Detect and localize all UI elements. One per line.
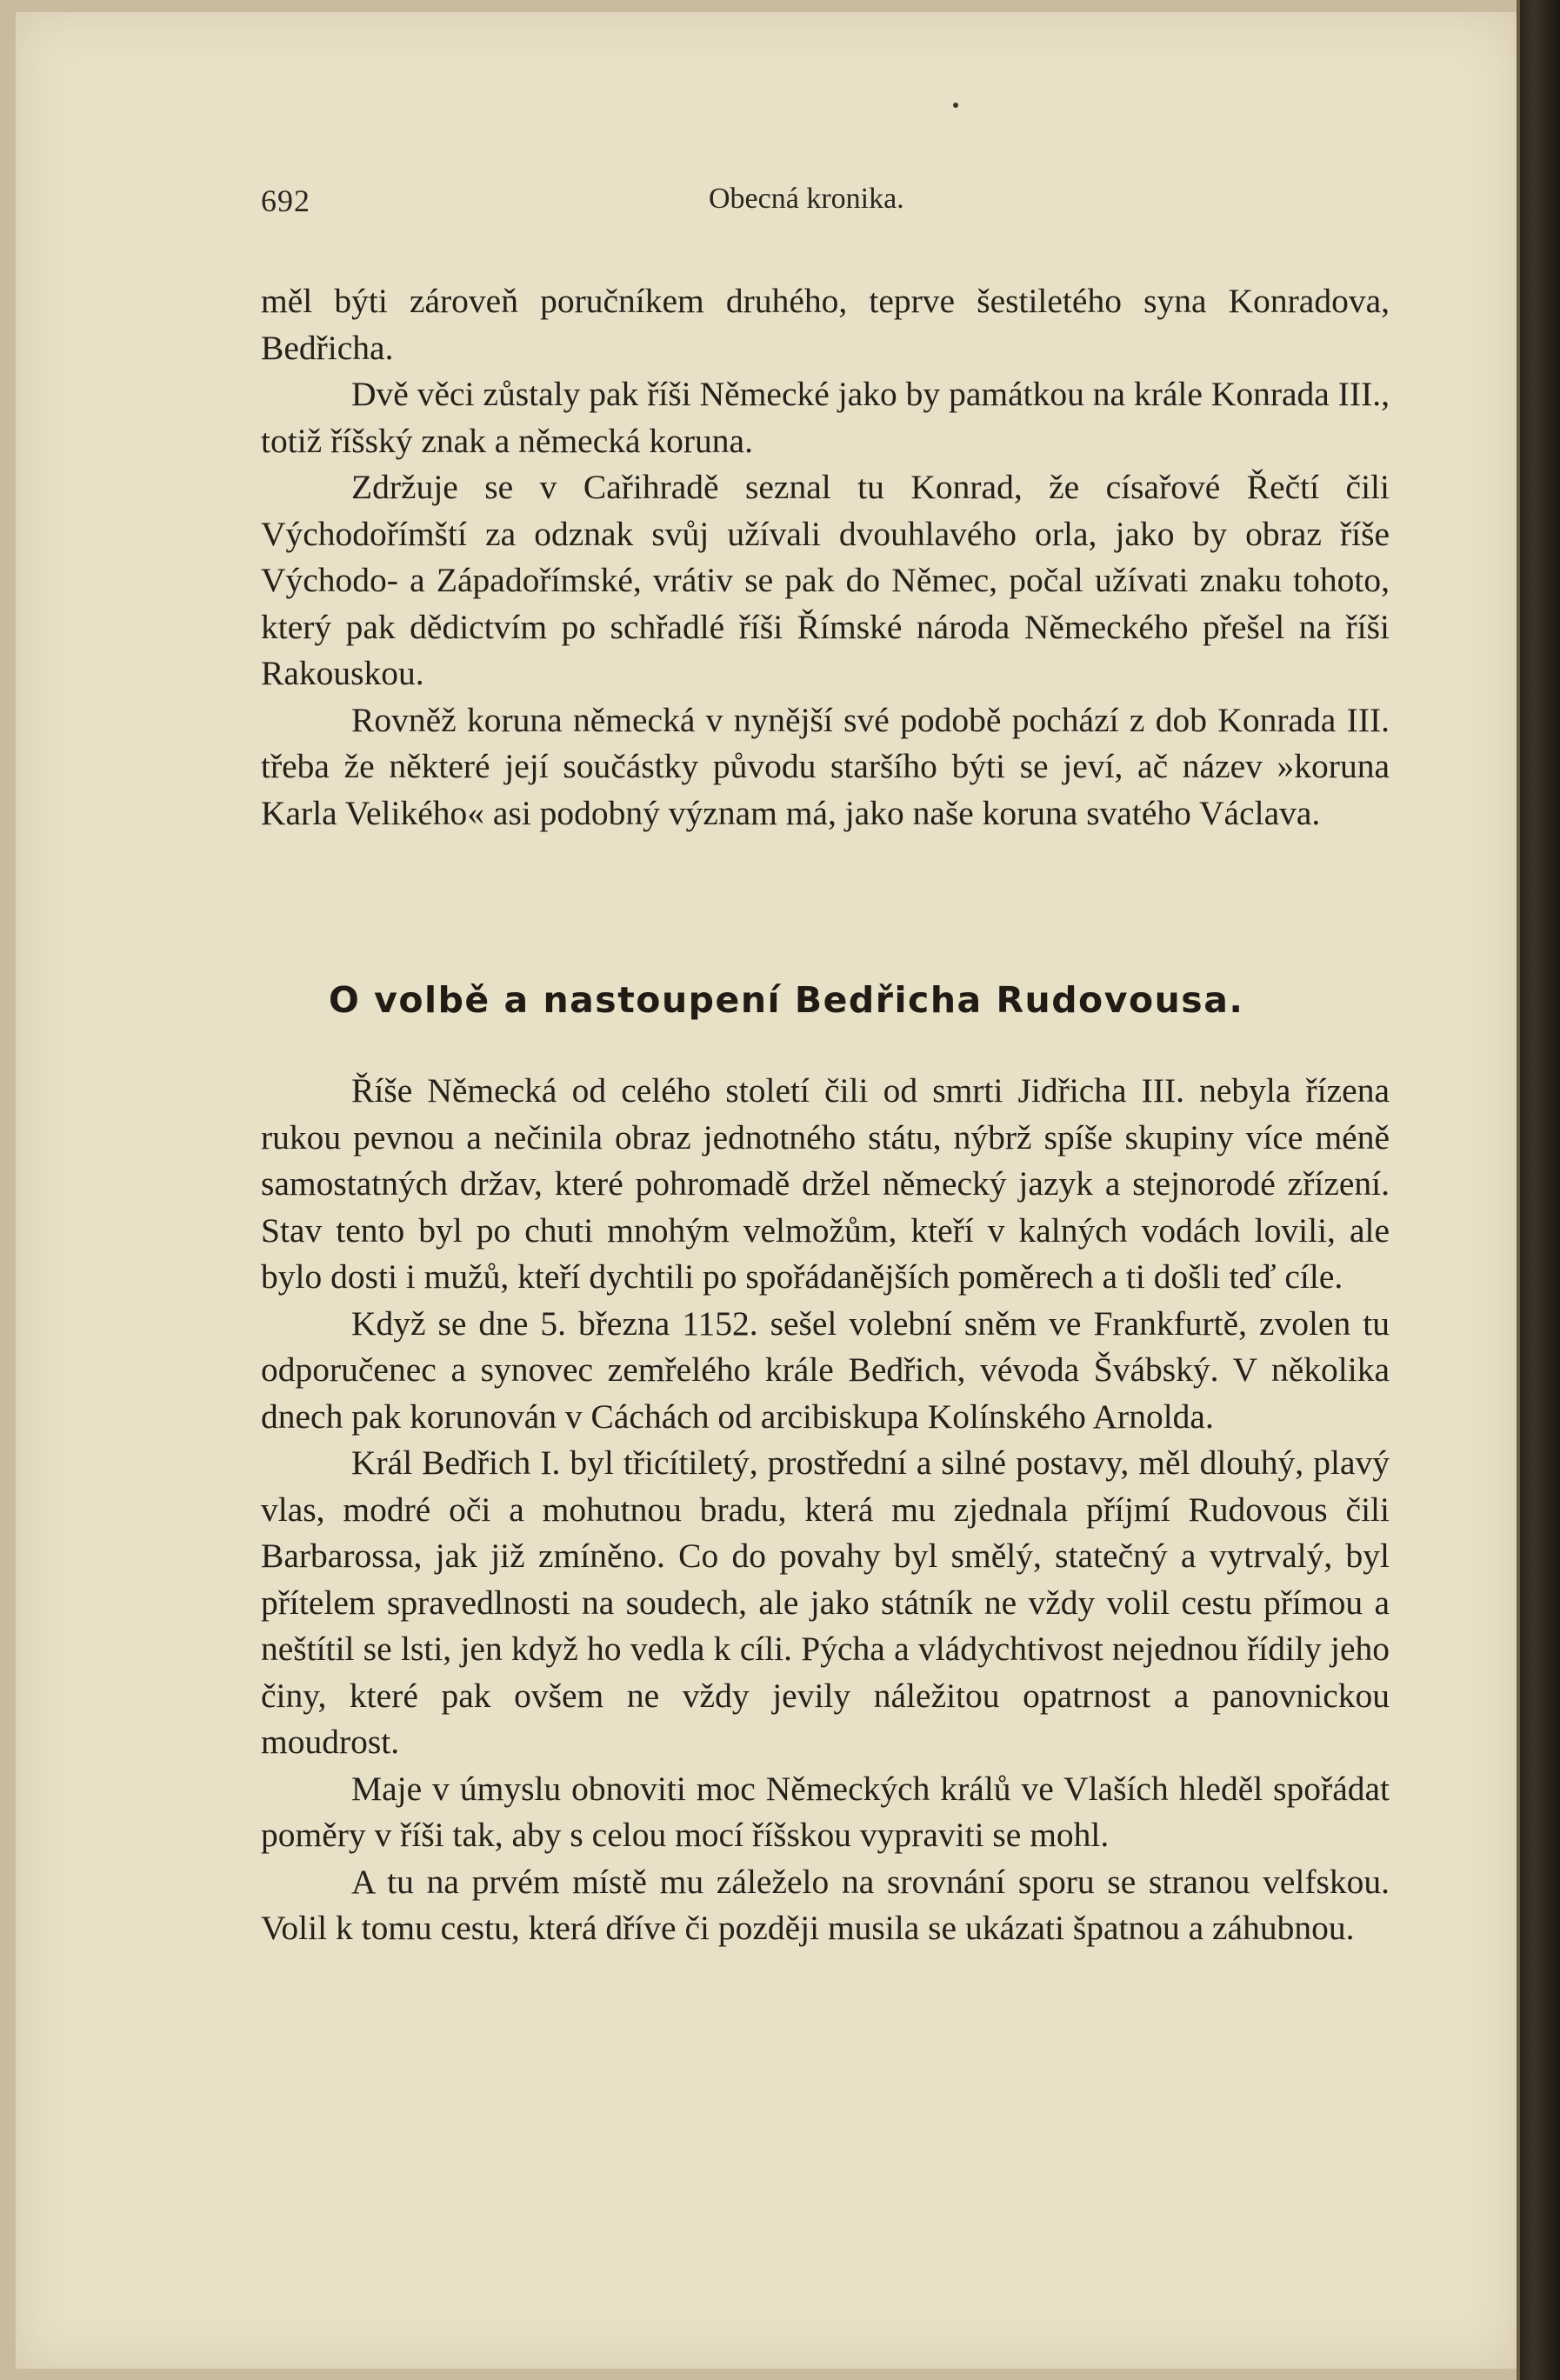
book-spine: [1520, 0, 1560, 2380]
running-title: Obecná kronika.: [709, 183, 904, 215]
paragraph: Když se dne 5. března 1152. sešel volební sněm ve Frankfurtě, zvolen tu odporučenec a synovec zemřelého krále Bedřich, vévoda Švábský. V několika dnech pak korunován v Cáchách od arcibiskupa Kolínského Arnolda.: [261, 1303, 1390, 1436]
page-number: 692: [261, 183, 310, 218]
paragraph: A tu na prvém místě mu záleželo na srovnání sporu se stranou velfskou. Volil k tomu cestu, která dříve či později musila se ukázati špatnou a záhubnou.: [261, 1862, 1390, 1947]
paragraph: Zdržuje se v Cařihradě seznal tu Konrad, že císařové Řečtí čili Východořímští za odznak svůj užívali dvouhlavého orla, jako by obraz říše Východo- a Západořímské, vrátiv se pak do Němec, počal užívati znaku tohoto, který pak dědictvím po schřadlé říši Římské národa Německého přešel na říši Rakouskou.: [261, 468, 1390, 692]
paragraph: měl býti zároveň poručníkem druhého, teprve šestiletého syna Konradova, Bedřicha.: [261, 282, 1390, 367]
text-block-section: [261, 1068, 1390, 1952]
paragraph: Říše Německá od celého století čili od smrti Jidřicha III. nebyla řízena rukou pevnou a nečinila obraz jednotného státu, nýbrž spíše skupiny více méně samostatných držav, které pohromadě držel německý jazyk a stejnorodé zřízení. Stav tento byl po chuti mnohým velmožům, kteří v kalných vodách lovili, ale bylo dosti i mužů, kteří dychtili po spořádanějších poměrech a ti došli teď cíle.: [261, 1071, 1390, 1296]
paragraph: Maje v úmyslu obnoviti moc Německých králů ve Vlaších hleděl spořádat poměry v říši tak, aby s celou mocí říšskou vypraviti se mohl.: [261, 1769, 1390, 1854]
paragraph: Dvě věci zůstaly pak říši Německé jako by památkou na krále Konrada III., totiž říšský znak a německá koruna.: [261, 375, 1390, 460]
page-header: [261, 183, 1391, 226]
section-heading: O volbě a nastoupení Bedřicha Rudovousa.: [329, 979, 1244, 1021]
paragraph: Král Bedřich I. byl třicítiletý, prostřední a silné postavy, měl dlouhý, plavý vlas, modré oči a mohutnou bradu, která mu zjednala příjmí Rudovous čili Barbarossa, jak již zmíněno. Co do povahy byl smělý, statečný a vytrvalý, byl přítelem spravedlnosti na soudech, ale jako státník ne vždy volil cestu přímou a neštítil se lsti, jen když ho vedla k cíli. Pýcha a vládychtivost nejednou řídily jeho činy, které pak ovšem ne vždy jevily náležitou opatrnost a panovnickou moudrost.: [261, 1443, 1390, 1761]
speck-mark: [953, 103, 958, 108]
paragraph: Rovněž koruna německá v nynější své podobě pochází z dob Konrada III. třeba že některé její součástky původu staršího býti se jeví, ač název »koruna Karla Velikého« asi podobný význam má, jako naše koruna svatého Václava.: [261, 700, 1390, 832]
text-block-continuation: [261, 278, 1390, 837]
